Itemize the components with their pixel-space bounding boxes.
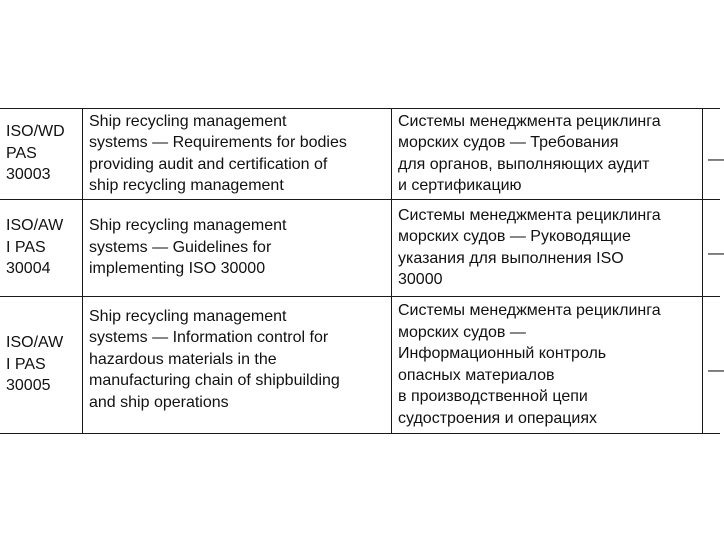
status-dash: — xyxy=(708,361,724,379)
title-russian: Системы менеджмента рециклинга морских судов — Руководящие указания для выполнения ISO 30000 xyxy=(398,206,661,288)
title-russian: Системы менеджмента рециклинга морских судов — Информационный контроль опасных материалов в производственной цепи судостроения и операциях xyxy=(398,302,661,427)
status-dash: — xyxy=(708,150,724,168)
standard-code: ISO/WD PAS 30003 xyxy=(6,123,65,184)
title-english: Ship recycling management systems — Information control for hazardous materials in the manufacturing chain of shipbuilding and ship operations xyxy=(89,307,340,411)
table-row xyxy=(0,199,724,296)
table-row xyxy=(0,108,724,199)
table-rule xyxy=(0,433,720,434)
status-dash: — xyxy=(708,244,724,262)
standards-table xyxy=(0,108,724,434)
standard-code: ISO/AW I PAS 30005 xyxy=(6,334,64,395)
title-english: Ship recycling management systems — Requirements for bodies providing audit and certification of ship recycling management xyxy=(89,112,347,194)
table-row xyxy=(0,296,724,433)
title-russian: Системы менеджмента рециклинга морских судов — Требования для органов, выполняющих аудит и сертификацию xyxy=(398,112,661,194)
standard-code: ISO/AW I PAS 30004 xyxy=(6,217,64,278)
title-english: Ship recycling management systems — Guidelines for implementing ISO 30000 xyxy=(89,217,287,278)
